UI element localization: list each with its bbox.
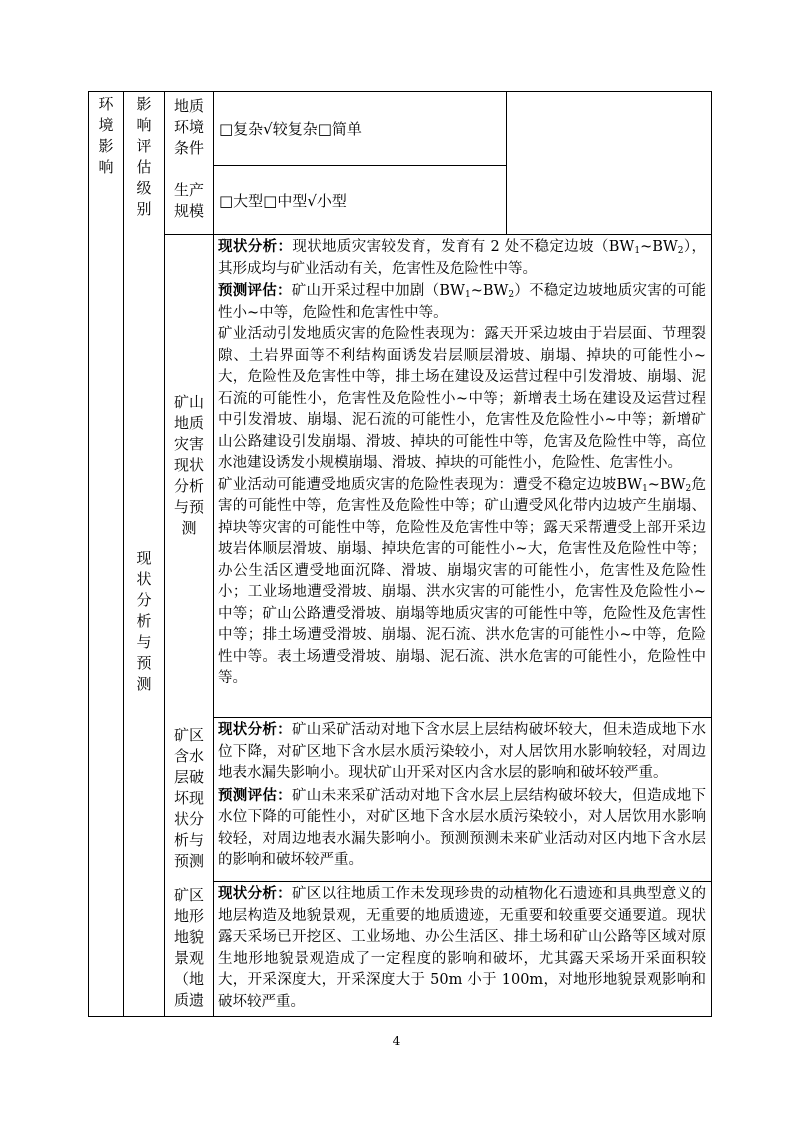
landform-status-paragraph: 现状分析：矿区以往地质工作未发现珍贵的动植物化石遗迹和具典型意义的地层构造及地貌景观，无重要的地质遗迹，无重要和较重要交通要道。现状露天采场已开挖区、工业场地、办公生活区、排土场和矿山公路等区域对原生地形地貌景观造成了一定程度的影响和破坏，尤其露天采场开采面积较大，开采深度大，开采深度大于 50m 小于 100m，对地形地貌景观影响和破坏较严重。 (218, 885, 706, 1010)
page-number: 4 (392, 1034, 401, 1048)
table-line (213, 165, 506, 166)
hazard-forecast-paragraph: 预测评估：矿山开采过程中加剧$(BW_1\sim BW_2)$不稳定边坡地质灾害的可能性小~中等，危险性和危害性中等。 (218, 282, 707, 321)
status-forecast-label: 现 状 分 析 与 预 测 (136, 549, 152, 693)
aquifer-content (218, 719, 706, 872)
geo-env-value: □复杂√较复杂□简单 (219, 120, 362, 138)
landform-label: 矿区 地形 地貌 景观 （地 质遗 (173, 886, 204, 1009)
aquifer-forecast-paragraph: 预测评估：矿山未来采矿活动对地下含水层上层结构破坏较大，但造成地下水位下降的可能性小，对矿区地下含水层水质污染较小，对人居饮用水影响较轻，对周边地表水漏失影响小。预测预测未来矿业活动对区内地下含水层的影响和破坏较严重。 (218, 786, 706, 868)
impact-level-label: 影 响 评 估 级 别 (136, 95, 152, 218)
hazard-status-paragraph: 现状分析：现状地质灾害较发育，发育有 2 处不稳定边坡$(BW_1\sim BW_2)$，其形成均与矿业活动有关，危害性及危险性中等。 (218, 238, 707, 277)
assessment-table (88, 91, 712, 1017)
table-line (164, 234, 712, 235)
env-impact-label: 环 境 影 响 (98, 95, 114, 176)
hazard-label: 矿山 地质 灾害 现状 分析 与预 测 (173, 393, 204, 537)
table-line (213, 717, 712, 718)
table-line (506, 92, 507, 234)
hazard-induced-paragraph: 矿业活动引发地质灾害的危险性表现为：露天开采边坡由于岩层面、节理裂隙、土岩界面等不利结构面诱发岩层顺层滑坡、崩塌、掉块的可能性小~大，危险性及危害性中等，排土场在建设及运营过程中引发滑坡、崩塌、泥石流的可能性小，危害性及危险性小~中等；新增表土场在建设及运营过程中引发滑坡、崩塌、泥石流的可能性小，危害性及危险性小~中等；新增矿山公路建设引发崩塌、滑坡、掉块的可能性中等，危害及危险性中等，高位水池建设诱发小规模崩塌、滑坡、掉块的可能性小，危险性、危害性小。 (218, 326, 706, 471)
landform-content (218, 883, 706, 1013)
aquifer-label: 矿区 含水 层破 坏现 状分 析与 预测 (173, 726, 204, 870)
scale-label: 生产 规模 (173, 181, 204, 220)
table-line (164, 92, 165, 1016)
table-line (213, 92, 214, 1016)
hazard-suffered-paragraph: 矿业活动可能遭受地质灾害的危险性表现为：遭受不稳定边坡$BW_1\sim BW_2$危害的可能性中等，危害性及危险性中等；矿山遭受风化带内边坡产生崩塌、掉块等灾害的可能性中等，危险性及危害性中等；露天采帮遭受上部开采边坡岩体顺层滑坡、崩塌、掉块危害的可能性小~大，危害性及危险性中等；办公生活区遭受地面沉降、滑坡、崩塌灾害的可能性小，危害性及危险性小；工业场地遭受滑坡、崩塌、洪水灾害的可能性小，危害性及危险性小~中等；矿山公路遭受滑坡、崩塌等地质灾害的可能性中等，危险性及危害性中等；排土场遭受滑坡、崩塌、泥石流、洪水危害的可能性小~中等，危险性中等。表土场遭受滑坡、崩塌、泥石流、洪水危害的可能性小，危险性中等。 (218, 476, 707, 686)
scale-value: □大型□中型√小型 (219, 192, 347, 210)
table-line (213, 881, 712, 882)
geo-env-label: 地质 环境 条件 (173, 97, 204, 157)
aquifer-status-paragraph: 现状分析：矿山采矿活动对地下含水层上层结构破坏较大，但未造成地下水位下降，对矿区地下含水层水质污染较小，对人居饮用水影响较轻，对周边地表水漏失影响小。现状矿山开采对区内含水层的影响和破坏较严重。 (218, 721, 706, 781)
hazard-content (218, 236, 706, 690)
